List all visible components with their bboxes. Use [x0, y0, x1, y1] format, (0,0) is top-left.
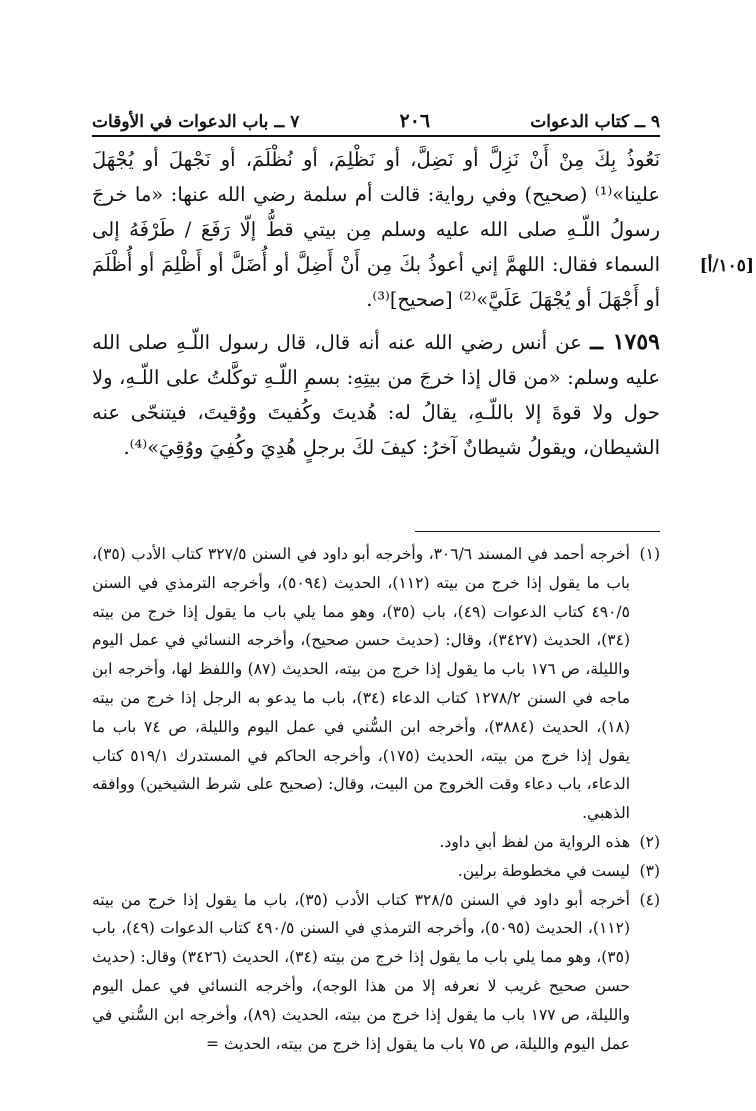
running-header — [92, 98, 660, 132]
footnote-text: هذه الرواية من لفظ أبي داود. — [439, 832, 630, 851]
hadith-1759 — [92, 325, 660, 465]
page-number: ٢٠٦ — [399, 110, 431, 132]
hadith-text: عن أنس رضي الله عنه أنه قال، قال رسول اللّـهِ صلى الله عليه وسلم: «من قال إذا خرجَ من بيتِهِ: بسمِ اللّـهِ توكَّلتُ على اللّـهِ، ولا حول ولا قوةَ إلا باللّـهِ، يقالُ له: هُديتَ وكُفيتَ ووُقيتَ، فيتنحّى عنه الشيطان، ويقولُ شيطانٌ آخرُ: كيفَ لكَ برجلٍ هُدِيَ وكُفِيَ ووُقِيَ»⁽⁴⁾. — [92, 331, 660, 459]
header-rule — [92, 135, 660, 137]
main-text — [92, 142, 660, 465]
manuscript-folio-ref: [١٠٥/أ] — [699, 256, 754, 276]
hadith-number: ١٧٥٩ ــ — [590, 329, 660, 355]
footnote-3 — [92, 857, 660, 886]
footnote-number: (٤) — [639, 890, 660, 909]
footnote-rule — [415, 531, 660, 532]
footnote-number: (١) — [639, 545, 660, 563]
footnote-number: (٢) — [639, 832, 660, 851]
footnote-1 — [92, 540, 660, 828]
footnote-number: (٣) — [639, 861, 660, 880]
footnotes — [92, 540, 660, 1058]
footnote-text: ليست في مخطوطة برلين. — [457, 861, 630, 880]
section-title: ٧ ــ باب الدعوات في الأوقات — [92, 112, 300, 132]
chapter-title: ٩ ــ كتاب الدعوات — [530, 112, 660, 132]
footnote-text: أخرجه أبو داود في السنن ٣٢٨/٥ كتاب الأدب (٣٥)، باب ما يقول إذا خرج من بيته (١١٢)، الحديث (٥٠٩٥)، وأخرجه الترمذي في السنن ٤٩٠/٥ كتاب الدعوات (٤٩)، باب (٣٥)، وهو مما يلي باب ما يقول إذا خرج من بيته (٣٤)، الحديث (٣٤٢٦) وقال: (حديث حسن صحيح غريب لا نعرفه إلا من هذا الوجه)، وأخرجه النسائي في عمل اليوم والليلة، ص ١٧٧ باب ما يقول إذا خرج من بيته، الحديث (٨٩)، وأخرجه ابن السُّني في عمل اليوم والليلة، ص ٧٥ باب ما يقول إذا خرج من بيته، الحديث = — [92, 890, 630, 1053]
footnote-2 — [92, 828, 660, 857]
footnote-4 — [92, 886, 660, 1059]
footnote-text: أخرجه أحمد في المسند ٣٠٦/٦، وأخرجه أبو داود في السنن ٣٢٧/٥ كتاب الأدب (٣٥)، باب ما يقول إذا خرج من بيته (١١٢)، الحديث (٥٠٩٤)، وأخرجه الترمذي في السنن ٤٩٠/٥ كتاب الدعوات (٤٩)، باب (٣٥)، وهو مما يلي باب ما يقول إذا خرج من بيته (٣٤)، الحديث (٣٤٢٧)، وقال: (حديث حسن صحيح)، وأخرجه النسائي في عمل اليوم والليلة، ص ١٧٦ باب ما يقول إذا خرج من بيته، الحديث (٨٧) واللفظ لها، وأخرجه ابن ماجه في السنن ١٢٧٨/٢ كتاب الدعاء (٣٤)، باب ما يدعو به الرجل إذا خرج من بيته (١٨)، الحديث (٣٨٨٤)، وأخرجه ابن السُّني في عمل اليوم والليلة، ص ٧٤ باب ما يقول إذا خرج من بيته، الحديث (١٧٥)، وأخرجه الحاكم في المستدرك ٥١٩/١ كتاب الدعاء، باب دعاء وقت الخروج من البيت، وقال: (صحيح على شرط الشيخين) ووافقه الذهبي. — [92, 545, 631, 823]
hadith-continuation: نَعُوذُ بِكَ مِنْ أَنْ نَزِلَّ أو نَضِلَّ، أو نَظْلِمَ، أو نُظْلَمَ، أو نَجْهلَ أو يُجْهَلَ علينا»⁽¹⁾ (صحيح) وفي رواية: قالت أم سلمة رضي الله عنها: «ما خرجَ رسولُ اللّـهِ صلى الله عليه وسلم مِن بيتي قطُّ إلّا رَفَعَ / طَرْفَهُ إلى السماء فقال: اللهمَّ إني أعوذُ بكَ مِن أَنْ أَضِلَّ أو أُضَلَّ أو أَظْلِمَ أو أُظْلَمَ أو أَجْهَلَ أو يُجْهَلَ عَلَيَّ»⁽²⁾ [صحيح]⁽³⁾. — [92, 148, 660, 311]
